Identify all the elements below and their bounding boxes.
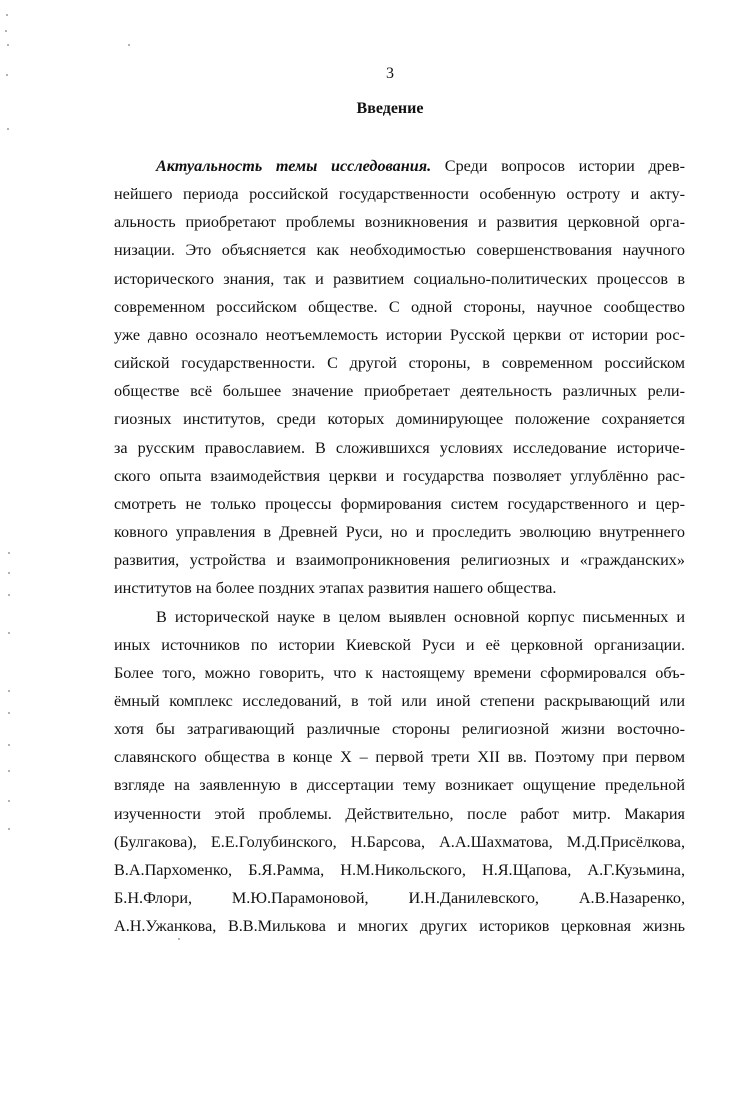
- text-line: смотреть не только процессы формирования систем государственного и цер-: [114, 494, 685, 513]
- text-line: ковного управления в Древней Руси, но и проследить эволюцию внутреннего: [114, 523, 685, 542]
- scan-speck: [8, 552, 10, 554]
- scan-speck: [8, 744, 10, 746]
- scan-speck: [8, 632, 10, 634]
- text-line: ского опыта взаимодействия церкви и государства позволяет углублённо рас-: [114, 466, 685, 485]
- page-number: 3: [386, 65, 394, 82]
- scan-speck: [128, 44, 130, 46]
- text-line-content: Среди вопросов истории древ-: [431, 157, 685, 175]
- scan-speck: [7, 44, 9, 46]
- text-line: А.Н.Ужанкова, В.В.Милькова и многих других историков церковная жизнь: [114, 917, 685, 936]
- text-line: современном российском обществе. С одной стороны, научное сообщество: [114, 297, 685, 316]
- scan-speck: [8, 594, 10, 596]
- text-line: альность приобретают проблемы возникновения и развития церковной орга-: [114, 213, 685, 232]
- text-line: обществе всё большее значение приобретает деятельность различных рели-: [114, 382, 685, 401]
- text-line: ёмный комплекс исследований, в той или иной степени раскрывающий или: [114, 691, 685, 710]
- text-line: нейшего периода российской государственности особенную остроту и акту-: [114, 185, 685, 204]
- text-line: изученности этой проблемы. Действительно, после работ митр. Макария: [114, 804, 685, 823]
- body-text: [114, 152, 685, 940]
- scan-margin-artifacts: [2, 0, 16, 1100]
- scan-speck: [8, 770, 10, 772]
- text-line: В.А.Пархоменко, Б.Я.Рамма, Н.М.Никольского, Н.Я.Щапова, А.Г.Кузьмина,: [114, 860, 685, 879]
- text-line: Более того, можно говорить, что к настоящему времени сформировался объ-: [114, 663, 685, 682]
- text-line: (Булгакова), Е.Е.Голубинского, Н.Барсова, А.А.Шахматова, М.Д.Присёлкова,: [114, 832, 685, 851]
- scan-speck: [5, 30, 7, 32]
- relevance-lead: Актуальность темы исследования.: [156, 157, 432, 175]
- text-line: взгляде на заявленную в диссертации тему возникает ощущение предельной: [114, 776, 685, 795]
- text-line: институтов на более поздних этапах развития нашего общества.: [114, 579, 557, 598]
- paragraph-relevance: [114, 152, 685, 603]
- text-line: низации. Это объясняется как необходимостью совершенствования научного: [114, 241, 685, 260]
- text-line: сийской государственности. С другой стороны, в современном российском: [114, 354, 685, 373]
- scan-speck: [7, 128, 9, 130]
- scan-speck: [6, 14, 8, 16]
- scan-speck: [8, 712, 10, 714]
- text-line: хотя бы затрагивающий различные стороны религиозной жизни восточно-: [114, 720, 685, 739]
- text-line: иных источников по истории Киевской Руси и её церковной организации.: [114, 635, 685, 654]
- scan-speck: [8, 690, 10, 692]
- text-line: [114, 152, 685, 180]
- text-line: гиозных институтов, среди которых доминирующее положение сохраняется: [114, 410, 685, 429]
- text-line: Б.Н.Флори, М.Ю.Парамоновой, И.Н.Данилевского, А.В.Назаренко,: [114, 889, 685, 908]
- text-line: В исторической науке в целом выявлен основной корпус письменных и: [156, 607, 685, 626]
- text-line: развития, устройства и взаимопроникновения религиозных и «гражданских»: [114, 551, 685, 570]
- scan-speck: [8, 572, 10, 574]
- text-line: славянского общества в конце X – первой трети XII вв. Поэтому при первом: [114, 748, 685, 767]
- paragraph-historiography: [114, 603, 685, 941]
- text-line: за русским православием. В сложившихся условиях исследование историче-: [114, 438, 685, 457]
- scan-speck: [8, 828, 10, 830]
- section-heading: Введение: [356, 100, 424, 117]
- text-line: исторического знания, так и развитием социально-политических процессов в: [114, 269, 685, 288]
- text-line: уже давно осознало неотъемлемость истории Русской церкви от истории рос-: [114, 325, 685, 344]
- scan-speck: [8, 800, 10, 802]
